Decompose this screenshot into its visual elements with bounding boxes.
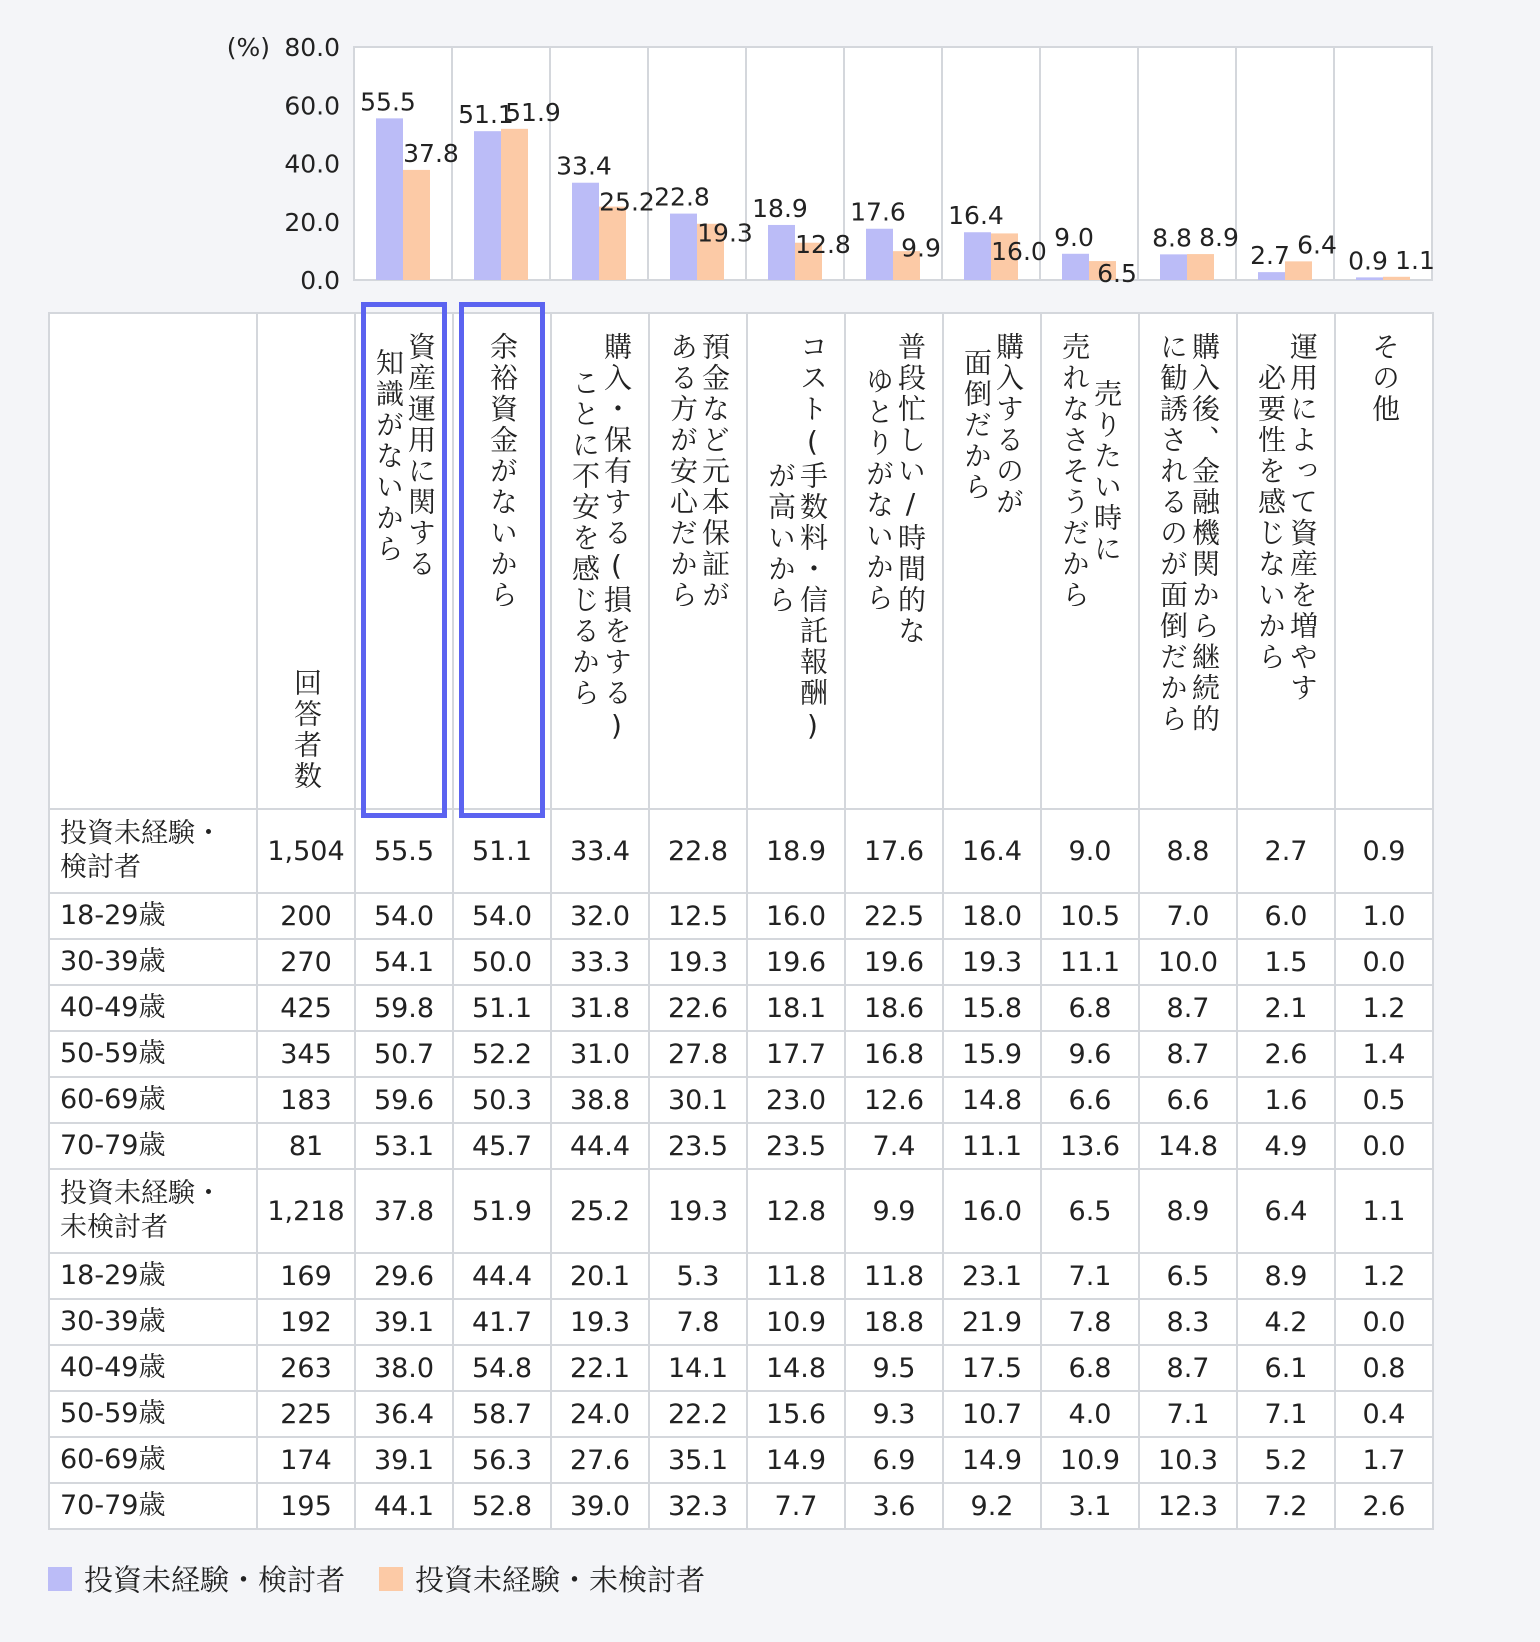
data-label-series1: 16.4 bbox=[948, 201, 1004, 231]
highlight-box bbox=[459, 302, 545, 818]
table-cell: 0.0 bbox=[1335, 1299, 1433, 1345]
table-cell: 12.8 bbox=[747, 1169, 845, 1253]
category-header-label: 購入後、金融機関から継続的 に勧誘されるのが面倒だから bbox=[1156, 332, 1221, 735]
table-cell: 39.1 bbox=[355, 1299, 453, 1345]
table-cell: 11.1 bbox=[943, 1123, 1041, 1169]
table-cell: 50.7 bbox=[355, 1031, 453, 1077]
highlight-box bbox=[361, 302, 447, 818]
category-header-label: 普段忙しい/時間的な ゆとりがないから bbox=[862, 332, 927, 647]
table-cell: 17.7 bbox=[747, 1031, 845, 1077]
table-cell: 1.2 bbox=[1335, 985, 1433, 1031]
respondents-count: 225 bbox=[257, 1391, 355, 1437]
table-cell: 0.0 bbox=[1335, 939, 1433, 985]
row-label: 18-29歳 bbox=[49, 1253, 257, 1299]
y-axis bbox=[227, 33, 340, 295]
table-cell: 33.3 bbox=[551, 939, 649, 985]
table-cell: 6.6 bbox=[1041, 1077, 1139, 1123]
respondents-count: 195 bbox=[257, 1483, 355, 1529]
table-cell: 8.9 bbox=[1139, 1169, 1237, 1253]
data-table bbox=[48, 312, 1434, 1530]
table-cell: 9.0 bbox=[1041, 809, 1139, 893]
data-label-series1: 2.7 bbox=[1250, 241, 1290, 271]
data-label-series1: 17.6 bbox=[850, 197, 906, 227]
category-header-label: コスト(手数料・信託報酬) が高いから bbox=[764, 332, 829, 745]
data-label-series2: 12.8 bbox=[795, 229, 851, 259]
table-cell: 6.8 bbox=[1041, 1345, 1139, 1391]
table-cell: 6.9 bbox=[845, 1437, 943, 1483]
category-header-label: 運用によって資産を増やす 必要性を感じないから bbox=[1254, 332, 1319, 704]
data-label-series1: 22.8 bbox=[654, 182, 710, 212]
data-label-series2: 1.1 bbox=[1395, 245, 1435, 275]
table-cell: 39.1 bbox=[355, 1437, 453, 1483]
row-label: 18-29歳 bbox=[49, 893, 257, 939]
category-header bbox=[845, 313, 943, 809]
table-cell: 2.7 bbox=[1237, 809, 1335, 893]
row-label: 30-39歳 bbox=[49, 939, 257, 985]
table-cell: 4.9 bbox=[1237, 1123, 1335, 1169]
table-cell: 0.4 bbox=[1335, 1391, 1433, 1437]
table-cell: 10.5 bbox=[1041, 893, 1139, 939]
category-header bbox=[943, 313, 1041, 809]
row-label: 60-69歳 bbox=[49, 1077, 257, 1123]
table-cell: 22.5 bbox=[845, 893, 943, 939]
table-cell: 23.1 bbox=[943, 1253, 1041, 1299]
table-cell: 22.6 bbox=[649, 985, 747, 1031]
bar-series1 bbox=[1160, 254, 1187, 280]
table-cell: 54.1 bbox=[355, 939, 453, 985]
table-cell: 7.1 bbox=[1237, 1391, 1335, 1437]
data-label-series1: 8.8 bbox=[1152, 223, 1192, 253]
table-cell: 15.6 bbox=[747, 1391, 845, 1437]
table-cell: 6.5 bbox=[1139, 1253, 1237, 1299]
table-cell: 19.6 bbox=[747, 939, 845, 985]
table-cell: 9.5 bbox=[845, 1345, 943, 1391]
data-label-series1: 9.0 bbox=[1054, 222, 1094, 252]
table-cell: 44.4 bbox=[551, 1123, 649, 1169]
table-cell: 54.8 bbox=[453, 1345, 551, 1391]
table-row bbox=[49, 1031, 1433, 1077]
respondents-count: 345 bbox=[257, 1031, 355, 1077]
table-cell: 7.1 bbox=[1139, 1391, 1237, 1437]
bar-series2 bbox=[403, 170, 430, 280]
table-cell: 12.3 bbox=[1139, 1483, 1237, 1529]
table-cell: 1.6 bbox=[1237, 1077, 1335, 1123]
table-cell: 52.2 bbox=[453, 1031, 551, 1077]
data-label-series2: 16.0 bbox=[991, 237, 1047, 267]
table-cell: 10.9 bbox=[747, 1299, 845, 1345]
table-cell: 44.4 bbox=[453, 1253, 551, 1299]
table-cell: 52.8 bbox=[453, 1483, 551, 1529]
table-cell: 1.0 bbox=[1335, 893, 1433, 939]
table-cell: 14.8 bbox=[943, 1077, 1041, 1123]
y-tick-label: 20.0 bbox=[284, 207, 340, 237]
table-cell: 1.1 bbox=[1335, 1169, 1433, 1253]
table-cell: 16.4 bbox=[943, 809, 1041, 893]
table-cell: 59.8 bbox=[355, 985, 453, 1031]
table-cell: 14.1 bbox=[649, 1345, 747, 1391]
table-cell: 50.3 bbox=[453, 1077, 551, 1123]
table-row bbox=[49, 1299, 1433, 1345]
data-label-series2: 19.3 bbox=[697, 218, 753, 248]
table-cell: 7.8 bbox=[649, 1299, 747, 1345]
table-cell: 1.5 bbox=[1237, 939, 1335, 985]
table-row bbox=[49, 939, 1433, 985]
table-cell: 17.5 bbox=[943, 1345, 1041, 1391]
table-cell: 10.3 bbox=[1139, 1437, 1237, 1483]
table-cell: 9.2 bbox=[943, 1483, 1041, 1529]
bar-series1 bbox=[768, 225, 795, 280]
table-cell: 17.6 bbox=[845, 809, 943, 893]
table-cell: 19.3 bbox=[649, 1169, 747, 1253]
data-label-series2: 8.9 bbox=[1199, 223, 1239, 253]
table-row bbox=[49, 1437, 1433, 1483]
data-label-series1: 55.5 bbox=[360, 87, 416, 117]
category-header-label: 預金など元本保証が ある方が安心だから bbox=[666, 332, 731, 611]
bar-series2 bbox=[501, 129, 528, 280]
table-cell: 29.6 bbox=[355, 1253, 453, 1299]
table-cell: 36.4 bbox=[355, 1391, 453, 1437]
data-label-series1: 33.4 bbox=[556, 151, 612, 181]
table-row bbox=[49, 1391, 1433, 1437]
legend-swatch-series2 bbox=[379, 1567, 403, 1591]
data-label-series1: 0.9 bbox=[1348, 246, 1388, 276]
table-cell: 21.9 bbox=[943, 1299, 1041, 1345]
table-cell: 1.4 bbox=[1335, 1031, 1433, 1077]
table-cell: 19.3 bbox=[943, 939, 1041, 985]
table-cell: 16.0 bbox=[943, 1169, 1041, 1253]
table-cell: 44.1 bbox=[355, 1483, 453, 1529]
table-cell: 10.7 bbox=[943, 1391, 1041, 1437]
table-cell: 35.1 bbox=[649, 1437, 747, 1483]
table-cell: 32.3 bbox=[649, 1483, 747, 1529]
category-header-label: 購入・保有する(損をする) ことに不安を感じるから bbox=[568, 332, 633, 745]
table-cell: 14.8 bbox=[747, 1345, 845, 1391]
table-cell: 22.1 bbox=[551, 1345, 649, 1391]
respondents-count: 270 bbox=[257, 939, 355, 985]
bar-series1 bbox=[670, 214, 697, 280]
table-cell: 18.8 bbox=[845, 1299, 943, 1345]
table-cell: 22.8 bbox=[649, 809, 747, 893]
row-label: 70-79歳 bbox=[49, 1483, 257, 1529]
category-header bbox=[1335, 313, 1433, 809]
table-cell: 5.2 bbox=[1237, 1437, 1335, 1483]
y-tick-label: 80.0 bbox=[284, 33, 340, 62]
table-cell: 31.0 bbox=[551, 1031, 649, 1077]
table-group-row bbox=[49, 1169, 1433, 1253]
table-cell: 0.0 bbox=[1335, 1123, 1433, 1169]
table-cell: 2.1 bbox=[1237, 985, 1335, 1031]
legend-swatch-series1 bbox=[48, 1567, 72, 1591]
table-cell: 11.8 bbox=[747, 1253, 845, 1299]
data-label-series2: 51.9 bbox=[505, 97, 561, 127]
table-cell: 1.7 bbox=[1335, 1437, 1433, 1483]
bar-series2 bbox=[1187, 254, 1214, 280]
bar-series1 bbox=[1062, 254, 1089, 280]
category-header-label: 売りたい時に 売れなさそうだから bbox=[1058, 332, 1123, 611]
category-header bbox=[453, 313, 551, 809]
table-cell: 4.0 bbox=[1041, 1391, 1139, 1437]
table-cell: 20.1 bbox=[551, 1253, 649, 1299]
table-cell: 31.8 bbox=[551, 985, 649, 1031]
table-cell: 23.5 bbox=[649, 1123, 747, 1169]
table-cell: 7.4 bbox=[845, 1123, 943, 1169]
legend-item-series2 bbox=[379, 1558, 705, 1599]
table-cell: 16.0 bbox=[747, 893, 845, 939]
table-cell: 38.8 bbox=[551, 1077, 649, 1123]
table-cell: 51.1 bbox=[453, 809, 551, 893]
table-cell: 8.7 bbox=[1139, 985, 1237, 1031]
table-cell: 30.1 bbox=[649, 1077, 747, 1123]
table-cell: 15.9 bbox=[943, 1031, 1041, 1077]
table-cell: 7.0 bbox=[1139, 893, 1237, 939]
table-cell: 32.0 bbox=[551, 893, 649, 939]
table-cell: 51.9 bbox=[453, 1169, 551, 1253]
row-label: 投資未経験・ 未検討者 bbox=[49, 1169, 257, 1253]
table-corner bbox=[49, 313, 257, 809]
table-cell: 22.2 bbox=[649, 1391, 747, 1437]
bar-series1 bbox=[1356, 277, 1383, 280]
bar-series1 bbox=[572, 183, 599, 280]
table-row bbox=[49, 893, 1433, 939]
table-cell: 23.5 bbox=[747, 1123, 845, 1169]
table-cell: 8.7 bbox=[1139, 1031, 1237, 1077]
table-cell: 14.9 bbox=[747, 1437, 845, 1483]
table-cell: 59.6 bbox=[355, 1077, 453, 1123]
table-row bbox=[49, 1123, 1433, 1169]
table-cell: 8.9 bbox=[1237, 1253, 1335, 1299]
table-cell: 4.2 bbox=[1237, 1299, 1335, 1345]
table-cell: 6.5 bbox=[1041, 1169, 1139, 1253]
table-cell: 7.8 bbox=[1041, 1299, 1139, 1345]
category-header bbox=[1237, 313, 1335, 809]
legend-label-series1: 投資未経験・検討者 bbox=[84, 1563, 346, 1597]
table-cell: 1.2 bbox=[1335, 1253, 1433, 1299]
table-cell: 13.6 bbox=[1041, 1123, 1139, 1169]
row-label: 70-79歳 bbox=[49, 1123, 257, 1169]
table-cell: 0.5 bbox=[1335, 1077, 1433, 1123]
data-label-series1: 51.1 bbox=[458, 100, 514, 130]
respondents-count: 81 bbox=[257, 1123, 355, 1169]
respondents-header-label: 回答者数 bbox=[290, 668, 323, 792]
table-cell: 18.9 bbox=[747, 809, 845, 893]
table-cell: 2.6 bbox=[1335, 1483, 1433, 1529]
legend-label-series2: 投資未経験・未検討者 bbox=[415, 1563, 706, 1597]
table-cell: 14.8 bbox=[1139, 1123, 1237, 1169]
row-label: 40-49歳 bbox=[49, 985, 257, 1031]
table-cell: 5.3 bbox=[649, 1253, 747, 1299]
table-row bbox=[49, 1483, 1433, 1529]
table-cell: 9.3 bbox=[845, 1391, 943, 1437]
bar-chart bbox=[0, 0, 1540, 300]
table-cell: 55.5 bbox=[355, 809, 453, 893]
table-cell: 23.0 bbox=[747, 1077, 845, 1123]
table-cell: 54.0 bbox=[355, 893, 453, 939]
table-cell: 12.6 bbox=[845, 1077, 943, 1123]
table-cell: 8.7 bbox=[1139, 1345, 1237, 1391]
table-cell: 37.8 bbox=[355, 1169, 453, 1253]
respondents-count: 174 bbox=[257, 1437, 355, 1483]
table-row bbox=[49, 1345, 1433, 1391]
category-header-label: 購入するのが 面倒だから bbox=[960, 332, 1025, 518]
table-cell: 8.3 bbox=[1139, 1299, 1237, 1345]
table-cell: 50.0 bbox=[453, 939, 551, 985]
table-cell: 7.2 bbox=[1237, 1483, 1335, 1529]
data-label-series2: 6.4 bbox=[1297, 230, 1337, 260]
table-cell: 39.0 bbox=[551, 1483, 649, 1529]
table-cell: 25.2 bbox=[551, 1169, 649, 1253]
respondents-count: 1,218 bbox=[257, 1169, 355, 1253]
table-cell: 38.0 bbox=[355, 1345, 453, 1391]
table-cell: 54.0 bbox=[453, 893, 551, 939]
category-header bbox=[1041, 313, 1139, 809]
table-cell: 6.1 bbox=[1237, 1345, 1335, 1391]
table-cell: 10.9 bbox=[1041, 1437, 1139, 1483]
table-cell: 2.6 bbox=[1237, 1031, 1335, 1077]
bar-series1 bbox=[474, 131, 501, 280]
data-label-series2: 37.8 bbox=[403, 138, 459, 168]
table-header-row bbox=[49, 313, 1433, 809]
bar-series1 bbox=[376, 118, 403, 280]
table-row bbox=[49, 1077, 1433, 1123]
table-cell: 24.0 bbox=[551, 1391, 649, 1437]
row-label: 50-59歳 bbox=[49, 1031, 257, 1077]
table-cell: 0.9 bbox=[1335, 809, 1433, 893]
table-cell: 58.7 bbox=[453, 1391, 551, 1437]
y-unit-label: (%) bbox=[226, 33, 270, 62]
table-cell: 0.8 bbox=[1335, 1345, 1433, 1391]
table-cell: 6.8 bbox=[1041, 985, 1139, 1031]
table-cell: 53.1 bbox=[355, 1123, 453, 1169]
table-cell: 27.6 bbox=[551, 1437, 649, 1483]
data-label-series1: 18.9 bbox=[752, 193, 808, 223]
respondents-count: 425 bbox=[257, 985, 355, 1031]
table-cell: 14.9 bbox=[943, 1437, 1041, 1483]
respondents-count: 1,504 bbox=[257, 809, 355, 893]
table-cell: 19.6 bbox=[845, 939, 943, 985]
table-cell: 18.1 bbox=[747, 985, 845, 1031]
table-cell: 7.7 bbox=[747, 1483, 845, 1529]
table-cell: 3.1 bbox=[1041, 1483, 1139, 1529]
respondents-count: 169 bbox=[257, 1253, 355, 1299]
row-label: 50-59歳 bbox=[49, 1391, 257, 1437]
table-cell: 33.4 bbox=[551, 809, 649, 893]
category-header bbox=[551, 313, 649, 809]
y-tick-label: 0.0 bbox=[300, 266, 340, 295]
table-row bbox=[49, 1253, 1433, 1299]
data-label-series2: 6.5 bbox=[1097, 258, 1137, 288]
table-cell: 51.1 bbox=[453, 985, 551, 1031]
data-label-series2: 25.2 bbox=[599, 187, 655, 217]
legend-item-series1 bbox=[48, 1558, 345, 1599]
table-cell: 18.6 bbox=[845, 985, 943, 1031]
table-cell: 45.7 bbox=[453, 1123, 551, 1169]
category-header-label: その他 bbox=[1368, 332, 1401, 425]
category-header-label: 余裕資金がないから bbox=[486, 332, 519, 611]
table-cell: 12.5 bbox=[649, 893, 747, 939]
respondents-count: 263 bbox=[257, 1345, 355, 1391]
category-header bbox=[747, 313, 845, 809]
category-header-label: 資産運用に関する 知識がないから bbox=[372, 332, 437, 580]
y-tick-label: 40.0 bbox=[284, 149, 340, 179]
table-cell: 56.3 bbox=[453, 1437, 551, 1483]
row-label: 60-69歳 bbox=[49, 1437, 257, 1483]
table-cell: 18.0 bbox=[943, 893, 1041, 939]
data-label-series2: 9.9 bbox=[901, 233, 941, 263]
respondents-count: 192 bbox=[257, 1299, 355, 1345]
table-cell: 10.0 bbox=[1139, 939, 1237, 985]
y-tick-label: 60.0 bbox=[284, 91, 340, 121]
respondents-header bbox=[257, 313, 355, 809]
bar-series1 bbox=[866, 229, 893, 280]
category-header bbox=[355, 313, 453, 809]
category-header bbox=[1139, 313, 1237, 809]
table-cell: 11.1 bbox=[1041, 939, 1139, 985]
table-cell: 11.8 bbox=[845, 1253, 943, 1299]
table-cell: 16.8 bbox=[845, 1031, 943, 1077]
table-cell: 19.3 bbox=[551, 1299, 649, 1345]
bar-series1 bbox=[1258, 272, 1285, 280]
respondents-count: 200 bbox=[257, 893, 355, 939]
row-label: 投資未経験・ 検討者 bbox=[49, 809, 257, 893]
row-label: 40-49歳 bbox=[49, 1345, 257, 1391]
chart-legend bbox=[48, 1558, 739, 1599]
table-cell: 9.9 bbox=[845, 1169, 943, 1253]
table-cell: 6.4 bbox=[1237, 1169, 1335, 1253]
table-cell: 6.0 bbox=[1237, 893, 1335, 939]
table-cell: 19.3 bbox=[649, 939, 747, 985]
row-label: 30-39歳 bbox=[49, 1299, 257, 1345]
table-cell: 27.8 bbox=[649, 1031, 747, 1077]
table-row bbox=[49, 985, 1433, 1031]
table-cell: 41.7 bbox=[453, 1299, 551, 1345]
table-cell: 3.6 bbox=[845, 1483, 943, 1529]
bar-series1 bbox=[964, 232, 991, 280]
bar-series2 bbox=[599, 207, 626, 280]
table-cell: 9.6 bbox=[1041, 1031, 1139, 1077]
table-cell: 6.6 bbox=[1139, 1077, 1237, 1123]
table-group-row bbox=[49, 809, 1433, 893]
table-cell: 7.1 bbox=[1041, 1253, 1139, 1299]
table-cell: 15.8 bbox=[943, 985, 1041, 1031]
respondents-count: 183 bbox=[257, 1077, 355, 1123]
table-cell: 8.8 bbox=[1139, 809, 1237, 893]
category-header bbox=[649, 313, 747, 809]
bar-series2 bbox=[1383, 277, 1410, 280]
